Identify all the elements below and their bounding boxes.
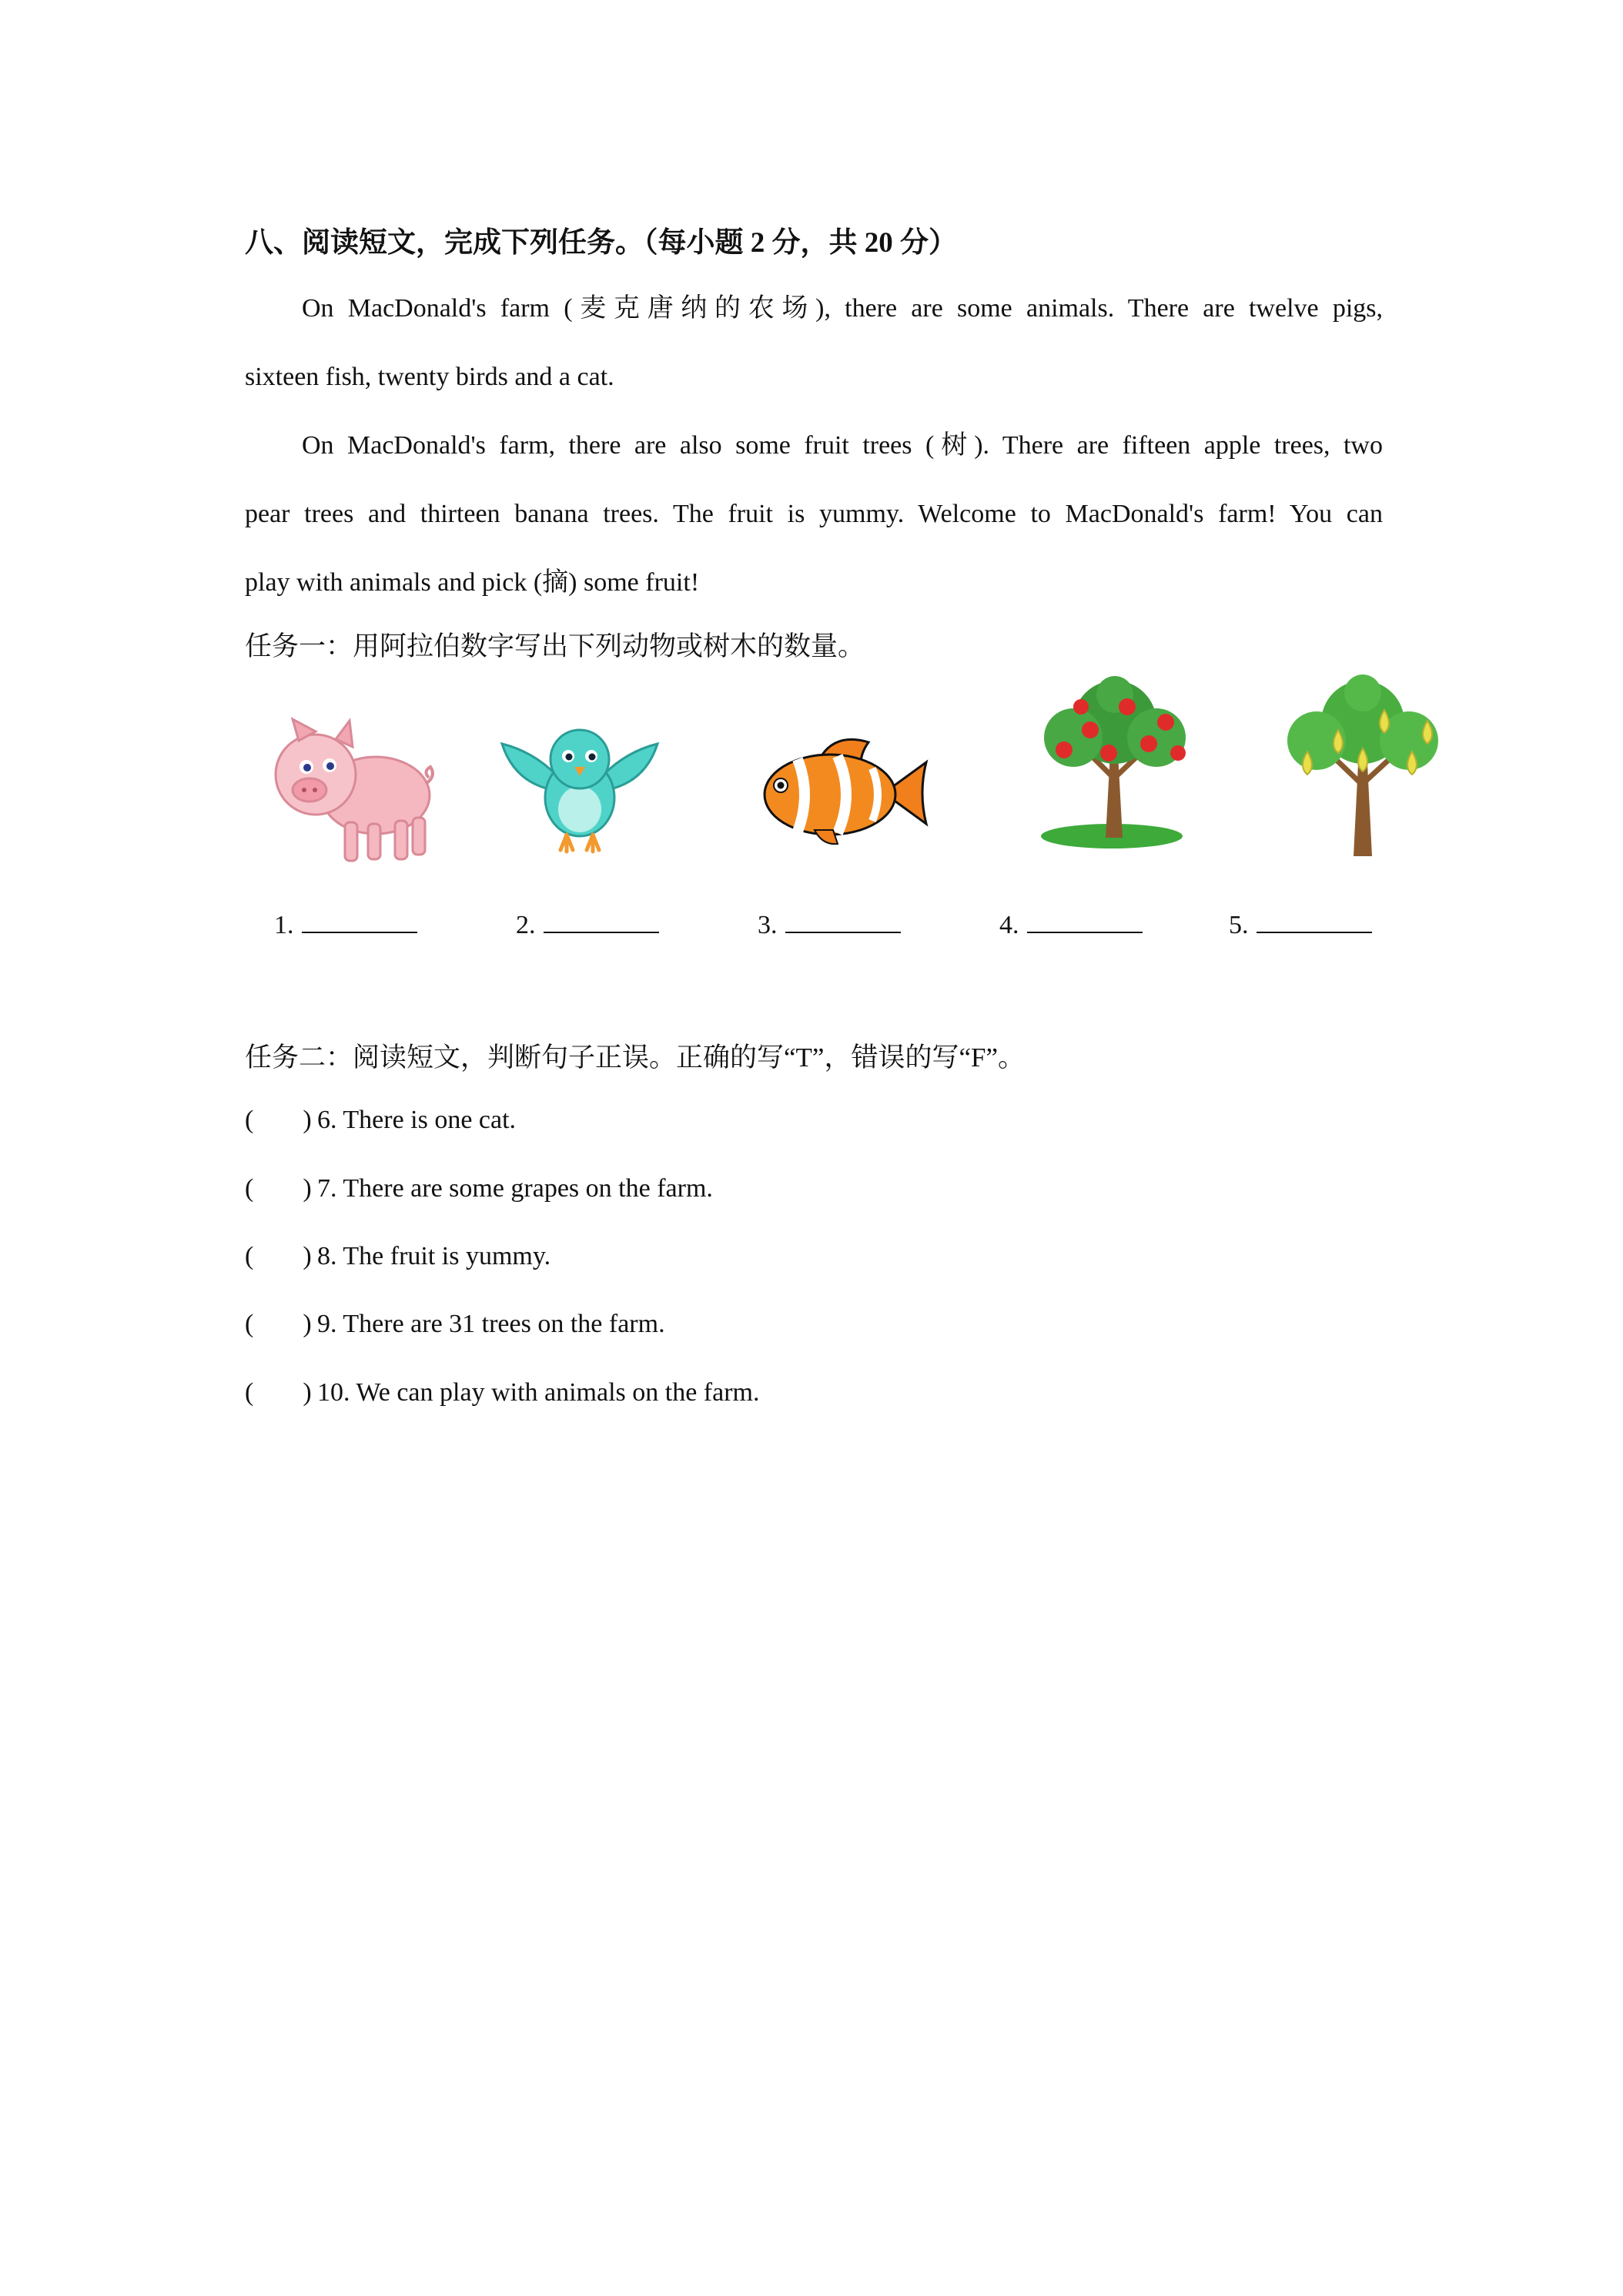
passage-line: On MacDonald's farm, there are also some fruit trees (树). There are fifteen apple trees, two: [302, 431, 1383, 460]
judgement-question-6[interactable]: [245, 1106, 516, 1135]
answer-blank-5[interactable]: [1229, 909, 1372, 940]
task1-title: 任务一：用阿拉伯数字写出下列动物或树木的数量。: [245, 631, 865, 661]
judgement-question-8[interactable]: [245, 1242, 550, 1271]
question-text: 9. There are 31 trees on the farm.: [317, 1310, 665, 1338]
pear-tree-picture: [1277, 674, 1446, 859]
passage-paragraph-1: [245, 274, 1383, 411]
passage-line: sixteen fish, twenty birds and a cat.: [245, 363, 614, 391]
paren-open: (: [245, 1174, 254, 1203]
judgement-question-10[interactable]: [245, 1378, 759, 1407]
blank-line[interactable]: [544, 909, 659, 933]
blank-line[interactable]: [1027, 909, 1143, 933]
answer-blank-2[interactable]: [516, 909, 659, 940]
paren-open: (: [245, 1242, 254, 1270]
paren-close: ): [303, 1310, 312, 1338]
question-text: 10. We can play with animals on the farm.: [317, 1378, 760, 1407]
section-heading: 八、阅读短文，完成下列任务。（每小题 2 分，共 20 分）: [245, 227, 957, 259]
blank-line[interactable]: [785, 909, 901, 933]
question-text: 8. The fruit is yummy.: [317, 1242, 551, 1270]
passage-line: On MacDonald's farm (麦克唐纳的农场), there are some animals. There are twelve pigs,: [302, 294, 1383, 323]
answer-blank-1[interactable]: [274, 909, 417, 940]
apple-tree-picture: [1035, 676, 1196, 853]
pig-picture: [268, 715, 437, 876]
judgement-question-7[interactable]: [245, 1174, 713, 1203]
blank-number: 2.: [516, 911, 536, 939]
blank-number: 4.: [999, 911, 1019, 939]
passage-line: play with animals and pick (摘) some fruit!: [245, 568, 700, 597]
blank-number: 1.: [274, 911, 294, 939]
task2-title: 任务二：阅读短文，判断句子正误。正确的写“T”，错误的写“F”。: [245, 1043, 1025, 1073]
question-text: 7. There are some grapes on the farm.: [317, 1174, 713, 1203]
blank-line[interactable]: [302, 909, 417, 933]
paren-close: ): [303, 1378, 312, 1407]
blank-number: 3.: [758, 911, 778, 939]
paren-open: (: [245, 1378, 254, 1407]
paren-open: (: [245, 1106, 254, 1134]
question-text: 6. There is one cat.: [317, 1106, 517, 1134]
judgement-question-9[interactable]: [245, 1310, 665, 1339]
blank-number: 5.: [1229, 911, 1249, 939]
paren-close: ): [303, 1106, 312, 1134]
paren-open: (: [245, 1310, 254, 1338]
answer-blank-4[interactable]: [999, 909, 1143, 940]
paren-close: ): [303, 1174, 312, 1203]
answer-blank-3[interactable]: [758, 909, 901, 940]
bird-picture: [499, 721, 661, 859]
passage-paragraph-2: [245, 411, 1383, 617]
paren-close: ): [303, 1242, 312, 1270]
blank-line[interactable]: [1257, 909, 1372, 933]
passage-line: pear trees and thirteen banana trees. The fruit is yummy. Welcome to MacDonald's farm! You can: [245, 500, 1383, 528]
fish-picture: [753, 731, 930, 855]
